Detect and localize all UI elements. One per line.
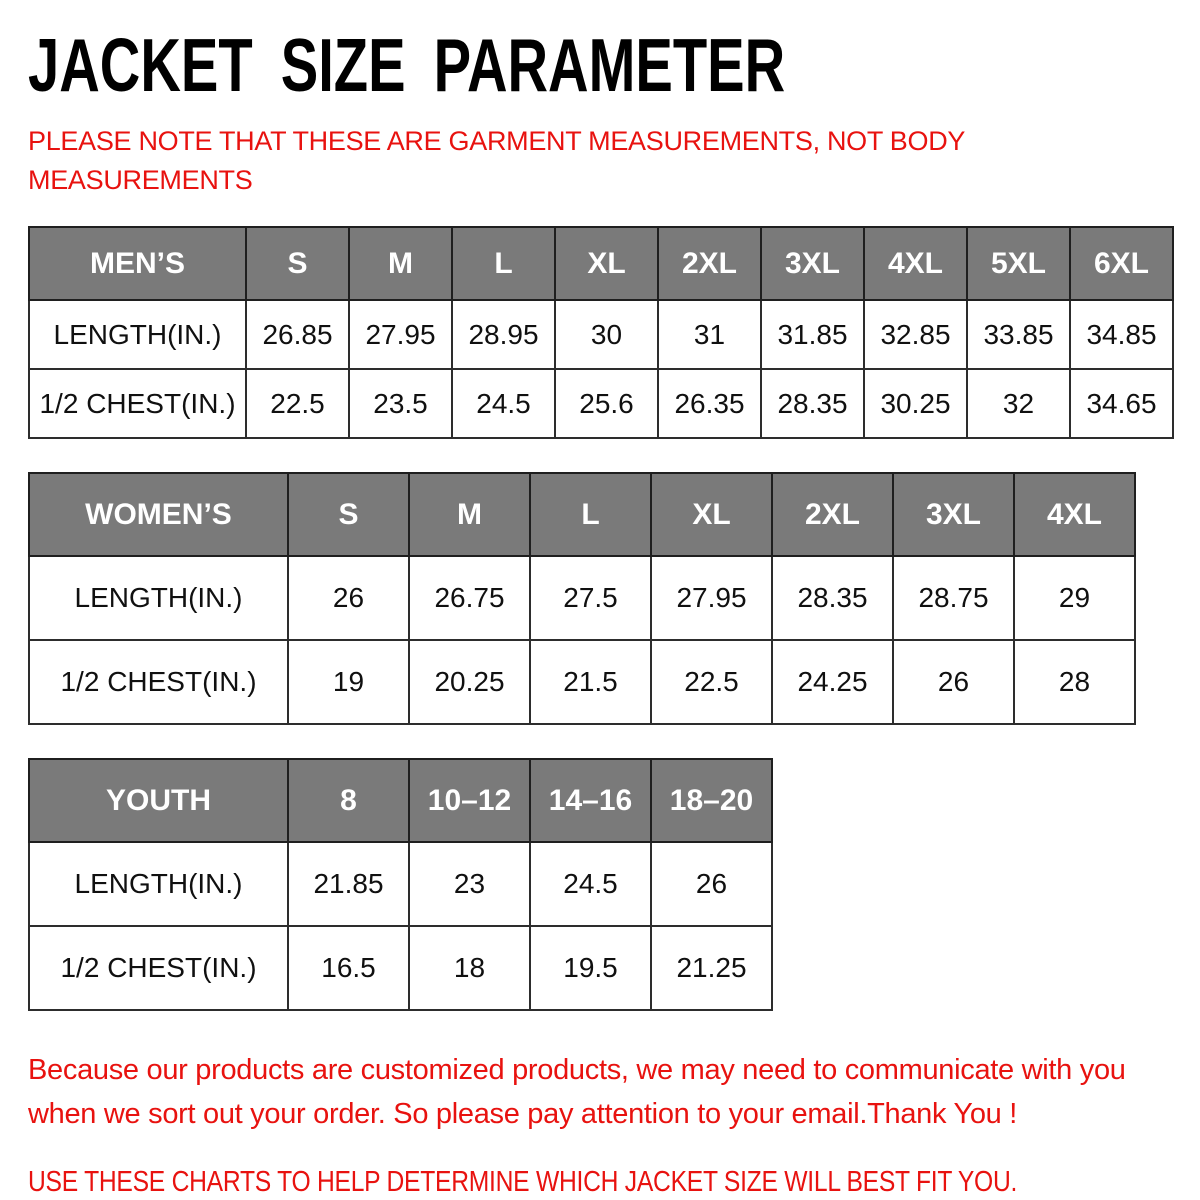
mens-value-2-3: 24.5 xyxy=(452,369,555,438)
womens-size-header-4: XL xyxy=(651,473,772,556)
youth-row-label-2: 1/2 CHEST(IN.) xyxy=(29,926,288,1010)
youth-value-1-2: 23 xyxy=(409,842,530,926)
womens-value-2-6: 26 xyxy=(893,640,1014,724)
mens-size-header-4: XL xyxy=(555,227,658,300)
womens-row-label-1: LENGTH(IN.) xyxy=(29,556,288,640)
womens-size-header-2: M xyxy=(409,473,530,556)
mens-value-2-7: 30.25 xyxy=(864,369,967,438)
youth-size-header-3: 14–16 xyxy=(530,759,651,842)
womens-value-1-3: 27.5 xyxy=(530,556,651,640)
mens-size-header-1: S xyxy=(246,227,349,300)
page-title: JACKET SIZE PARAMETER xyxy=(28,23,786,108)
womens-size-header-6: 3XL xyxy=(893,473,1014,556)
mens-value-1-8: 33.85 xyxy=(967,300,1070,369)
youth-value-1-1: 21.85 xyxy=(288,842,409,926)
mens-value-1-3: 28.95 xyxy=(452,300,555,369)
youth-category-header: YOUTH xyxy=(29,759,288,842)
fit-advice-line: USE THESE CHARTS TO HELP DETERMINE WHICH JACKET SIZE WILL BEST FIT YOU. xyxy=(28,1166,1018,1199)
garment-measurement-note: PLEASE NOTE THAT THESE ARE GARMENT MEASUREMENTS, NOT BODY MEASUREMENTS xyxy=(28,126,965,196)
mens-value-1-1: 26.85 xyxy=(246,300,349,369)
womens-category-header: WOMEN’S xyxy=(29,473,288,556)
mens-value-2-6: 28.35 xyxy=(761,369,864,438)
mens-value-1-9: 34.85 xyxy=(1070,300,1173,369)
tables-container xyxy=(28,226,1200,1011)
mens-value-1-4: 30 xyxy=(555,300,658,369)
youth-measurement-row-2 xyxy=(29,926,772,1010)
mens-size-table xyxy=(28,226,1174,439)
womens-measurement-row-2 xyxy=(29,640,1135,724)
youth-size-header-2: 10–12 xyxy=(409,759,530,842)
mens-value-1-7: 32.85 xyxy=(864,300,967,369)
womens-measurement-row-1 xyxy=(29,556,1135,640)
womens-value-2-1: 19 xyxy=(288,640,409,724)
womens-row-label-2: 1/2 CHEST(IN.) xyxy=(29,640,288,724)
mens-measurement-row-2 xyxy=(29,369,1173,438)
womens-value-2-7: 28 xyxy=(1014,640,1135,724)
womens-value-1-2: 26.75 xyxy=(409,556,530,640)
mens-size-header-9: 6XL xyxy=(1070,227,1173,300)
mens-measurement-row-1 xyxy=(29,300,1173,369)
mens-size-header-3: L xyxy=(452,227,555,300)
mens-value-2-4: 25.6 xyxy=(555,369,658,438)
youth-row-label-1: LENGTH(IN.) xyxy=(29,842,288,926)
mens-size-header-8: 5XL xyxy=(967,227,1070,300)
mens-size-header-5: 2XL xyxy=(658,227,761,300)
youth-value-2-1: 16.5 xyxy=(288,926,409,1010)
youth-value-2-4: 21.25 xyxy=(651,926,772,1010)
womens-value-2-2: 20.25 xyxy=(409,640,530,724)
youth-header-row xyxy=(29,759,772,842)
mens-value-1-6: 31.85 xyxy=(761,300,864,369)
womens-size-table xyxy=(28,472,1136,725)
womens-table-host xyxy=(28,472,1200,725)
mens-row-label-1: LENGTH(IN.) xyxy=(29,300,246,369)
womens-size-header-1: S xyxy=(288,473,409,556)
mens-value-2-2: 23.5 xyxy=(349,369,452,438)
womens-size-header-3: L xyxy=(530,473,651,556)
mens-value-2-5: 26.35 xyxy=(658,369,761,438)
mens-value-2-1: 22.5 xyxy=(246,369,349,438)
womens-value-1-1: 26 xyxy=(288,556,409,640)
youth-size-table xyxy=(28,758,773,1011)
mens-value-1-5: 31 xyxy=(658,300,761,369)
youth-value-2-2: 18 xyxy=(409,926,530,1010)
womens-value-2-3: 21.5 xyxy=(530,640,651,724)
youth-measurement-row-1 xyxy=(29,842,772,926)
mens-category-header: MEN’S xyxy=(29,227,246,300)
youth-value-2-3: 19.5 xyxy=(530,926,651,1010)
womens-value-1-6: 28.75 xyxy=(893,556,1014,640)
mens-row-label-2: 1/2 CHEST(IN.) xyxy=(29,369,246,438)
womens-size-header-5: 2XL xyxy=(772,473,893,556)
mens-table-host xyxy=(28,226,1200,439)
mens-value-2-9: 34.65 xyxy=(1070,369,1173,438)
mens-size-header-6: 3XL xyxy=(761,227,864,300)
womens-header-row xyxy=(29,473,1135,556)
womens-size-header-7: 4XL xyxy=(1014,473,1135,556)
youth-value-1-3: 24.5 xyxy=(530,842,651,926)
youth-size-header-4: 18–20 xyxy=(651,759,772,842)
youth-size-header-1: 8 xyxy=(288,759,409,842)
youth-value-1-4: 26 xyxy=(651,842,772,926)
mens-header-row xyxy=(29,227,1173,300)
womens-value-1-7: 29 xyxy=(1014,556,1135,640)
mens-size-header-2: M xyxy=(349,227,452,300)
womens-value-1-4: 27.95 xyxy=(651,556,772,640)
womens-value-2-5: 24.25 xyxy=(772,640,893,724)
womens-value-2-4: 22.5 xyxy=(651,640,772,724)
mens-value-1-2: 27.95 xyxy=(349,300,452,369)
youth-table-host xyxy=(28,758,1200,1011)
mens-size-header-7: 4XL xyxy=(864,227,967,300)
mens-value-2-8: 32 xyxy=(967,369,1070,438)
womens-value-1-5: 28.35 xyxy=(772,556,893,640)
customization-notice: Because our products are customized products, we may need to communicate with you when we sort out your order. So please pay attention to your email.Thank You ! xyxy=(28,1054,1126,1130)
